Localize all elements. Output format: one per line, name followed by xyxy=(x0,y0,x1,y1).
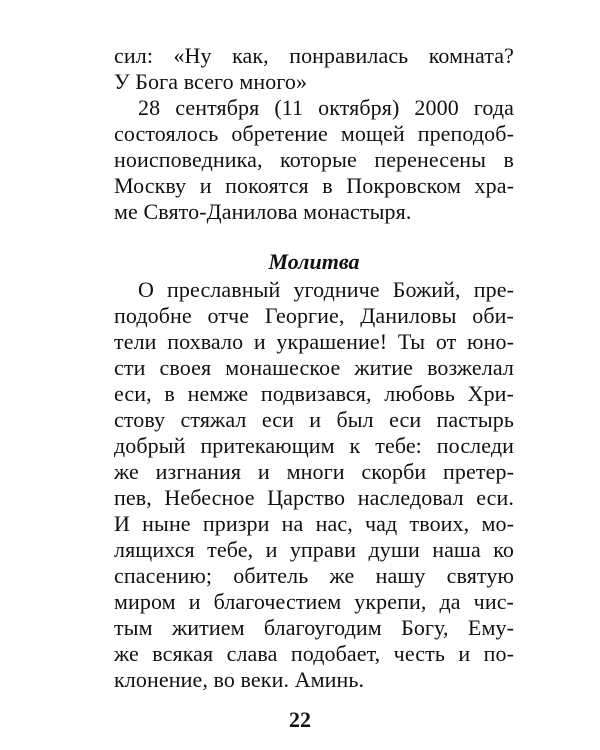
text-line: клонение, во веки. Аминь. xyxy=(114,667,365,692)
text-line: У Бога всего много» xyxy=(114,69,308,94)
text-line: пев, Небесное Царство наследовал еси. xyxy=(114,485,514,510)
prayer-text xyxy=(114,277,514,693)
text-line: подобне отче Георгие, Даниловы оби- xyxy=(114,303,514,328)
text-line: спасению; обитель же нашу святую xyxy=(114,563,514,588)
text-line: ноисповедника, которые перенесены в xyxy=(114,147,514,172)
text-line: ме Свято-Данилова монастыря. xyxy=(114,199,412,224)
text-line: лящихся тебе, и управи души наша ко xyxy=(114,537,514,562)
page-text xyxy=(114,43,514,693)
text-line: состоялось обретение мощей преподоб- xyxy=(114,121,514,146)
text-line: же изгнания и многи скорби претер- xyxy=(114,459,514,484)
text-line: сил: «Ну как, понравилась комната? xyxy=(114,43,514,68)
text-line: еси, в немже подвизався, любовь Хри- xyxy=(114,381,514,406)
text-line: тели похвало и украшение! Ты от юно- xyxy=(114,329,514,354)
text-line: И ныне призри на нас, чад твоих, мо- xyxy=(114,511,514,536)
text-line: Москву и покоятся в Покровском хра- xyxy=(114,173,514,198)
text-line: 28 сентября (11 октября) 2000 года xyxy=(138,95,514,120)
page-number: 22 xyxy=(289,707,311,732)
paragraph-relics xyxy=(114,95,514,225)
text-line: сти своея монашеское житие возжелал xyxy=(114,355,514,380)
paragraph-intro xyxy=(114,43,514,95)
prayer-heading: Молитва xyxy=(268,249,360,274)
text-line: же всякая слава подобает, честь и по- xyxy=(114,641,514,666)
text-line: стову стяжал еси и был еси пастырь xyxy=(114,407,514,432)
text-line: О преславный угодниче Божий, пре- xyxy=(138,277,514,302)
text-line: добрый притекающим к тебе: последи xyxy=(114,433,514,458)
text-line: тым житием благоугодим Богу, Ему- xyxy=(114,615,514,640)
text-line: миром и благочестием укрепи, да чис- xyxy=(114,589,514,614)
